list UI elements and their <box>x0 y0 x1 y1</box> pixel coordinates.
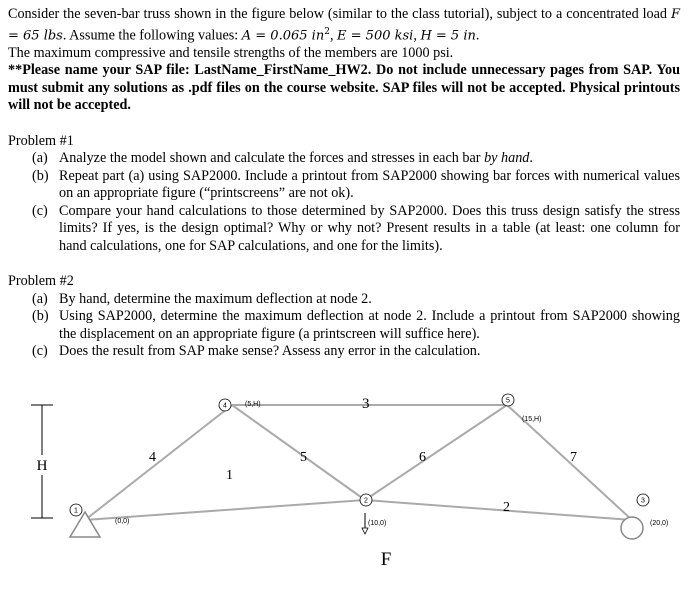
area-expression: A = 0.065 in <box>241 28 325 44</box>
problem1-item-a <box>8 150 680 168</box>
problem2-item-b <box>8 308 680 343</box>
node-5-id: 5 <box>506 397 510 405</box>
intro-text: Consider the seven-bar truss shown in the figure below (similar to the class tutorial), subject to a concentrated load <box>8 6 671 22</box>
intro-text-2: . Assume the following values: <box>62 27 242 44</box>
item-text: Does the result from SAP make sense? Assess any error in the calculation. <box>59 343 481 360</box>
problem2-item-c <box>8 343 680 361</box>
bar-2-label: 2 <box>503 500 510 515</box>
load-arrow-head <box>362 528 368 534</box>
item-text: By hand, determine the maximum deflection at node 2. <box>59 290 372 307</box>
period: . <box>475 27 480 44</box>
problem1-title: Problem #1 <box>8 132 74 149</box>
node-4-id: 4 <box>223 402 227 410</box>
bar-1 <box>85 500 365 520</box>
truss-figure <box>0 385 694 590</box>
node-2-coord: (10,0) <box>368 520 387 527</box>
bar-1-label: 1 <box>226 468 233 483</box>
strength-text: The maximum compressive and tensile strengths of the members are 1000 psi. <box>8 44 454 61</box>
node-3-coord: (20,0) <box>650 520 669 527</box>
item-label: (b) <box>32 308 49 325</box>
area-exponent: 2 <box>324 26 330 37</box>
bar-4 <box>85 402 232 520</box>
load-expression: F = 65 lbs <box>8 7 680 44</box>
node-1-coord: (0,0) <box>115 518 130 525</box>
item-label: (b) <box>32 167 49 184</box>
item-text: Repeat part (a) using SAP2000. Include a printout from SAP2000 showing bar forces with numerical values on an appropriate figure (“printscreens” are not ok). <box>59 167 680 202</box>
bar-5-label: 5 <box>300 450 307 465</box>
item-text: Using SAP2000, determine the maximum deflection at node 2. Include a printout from SAP2000 showing the displacement on an appropriate figure (a printscreen will suffice here). <box>59 308 680 342</box>
node-3-id: 3 <box>641 497 645 505</box>
roller-support <box>621 517 643 539</box>
item-label: (c) <box>32 343 48 360</box>
submission-note: **Please name your SAP file: LastName_FirstName_HW2. Do not include unnecessary pages from SAP. You must submit any solutions as .pdf files on the course website. SAP files will not be accepted. Physical printouts will not be accepted. <box>8 62 680 114</box>
bar-7-label: 7 <box>570 450 577 465</box>
node-4-coord: (5,H) <box>245 401 261 408</box>
item-label: (a) <box>32 290 48 307</box>
modulus-expression: E = 500 ksi <box>337 28 414 44</box>
item-tail: . <box>529 150 533 167</box>
problem1-item-c <box>8 203 680 256</box>
bar-6 <box>365 405 507 500</box>
problem2-item-a <box>8 291 680 309</box>
separator: , <box>329 27 338 44</box>
bar-6-label: 6 <box>419 450 426 465</box>
bar-3-label: 3 <box>362 396 370 412</box>
height-label: H <box>36 458 48 474</box>
node-5-coord: (15,H) <box>522 416 542 423</box>
separator: , <box>413 27 421 44</box>
item-text: Analyze the model shown and calculate the forces and stresses in each bar <box>59 150 485 167</box>
intro-paragraph <box>8 6 680 62</box>
assignment-document <box>8 6 680 361</box>
height-expression: H = 5 in <box>420 28 476 44</box>
problem2-title: Problem #2 <box>8 273 74 290</box>
node-2-id: 2 <box>364 497 368 505</box>
item-label: (a) <box>32 150 48 167</box>
item-emphasis: by hand <box>484 150 530 167</box>
item-label: (c) <box>32 202 48 219</box>
node-1-id: 1 <box>74 507 78 515</box>
problem1-item-b <box>8 168 680 203</box>
load-label: F <box>380 549 392 570</box>
bar-2 <box>364 497 632 520</box>
bar-4-label: 4 <box>149 450 156 465</box>
item-text: Compare your hand calculations to those determined by SAP2000. Does this truss design satisfy the stress limits? If yes, is the design optimal? Why or why not? Present results in a table (at least: one column for hand calculations, one for SAP calculations, and one for the limits). <box>59 202 680 254</box>
bar-5 <box>232 405 365 500</box>
